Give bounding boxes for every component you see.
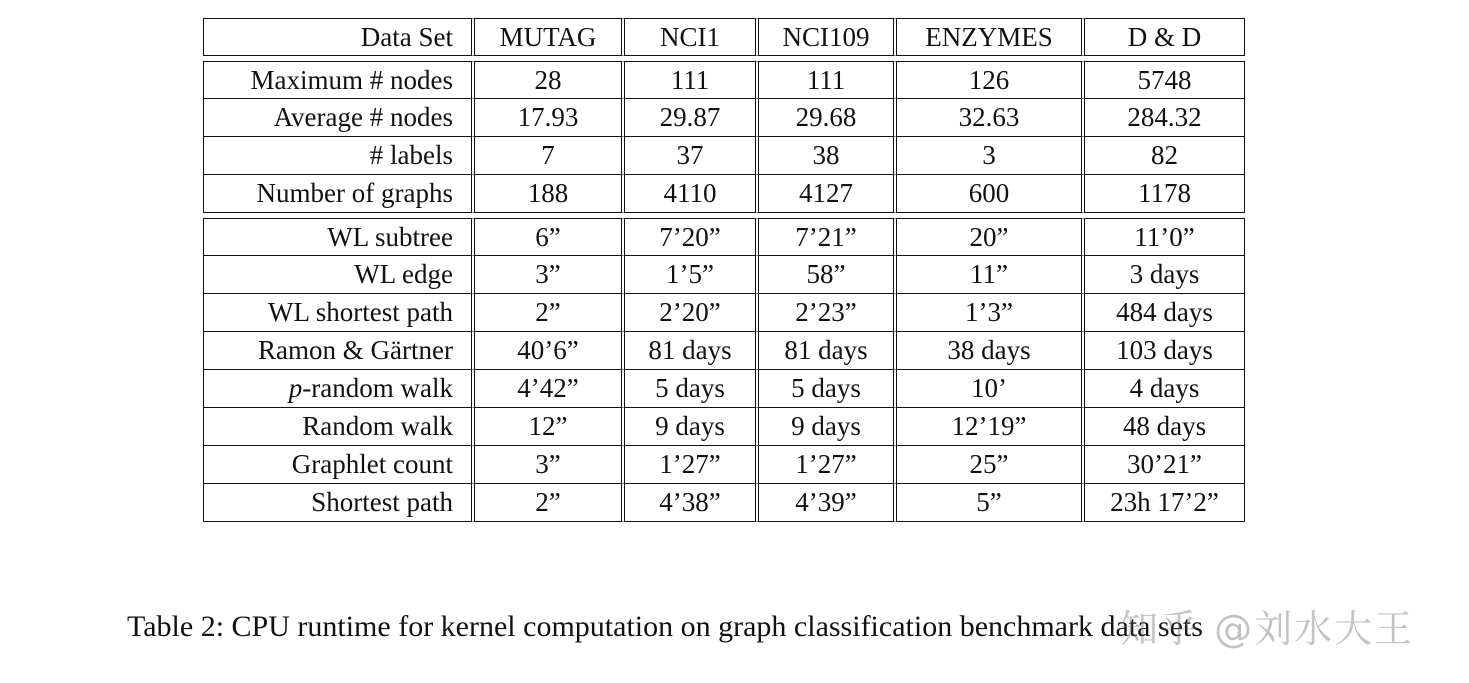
table-cell: 4’38” <box>621 484 755 522</box>
table-cell: 3 <box>893 137 1081 175</box>
table-cell: 126 <box>893 61 1081 99</box>
header-cell: NCI109 <box>755 18 893 56</box>
table-cell: 30’21” <box>1081 446 1245 484</box>
table-cell: 5 days <box>621 370 755 408</box>
table-cell: 1178 <box>1081 175 1245 213</box>
header-cell: ENZYMES <box>893 18 1081 56</box>
table-cell: 4127 <box>755 175 893 213</box>
row-label <box>203 370 471 408</box>
table-row <box>203 484 1245 522</box>
table-cell: 284.32 <box>1081 99 1245 137</box>
table-cell: 48 days <box>1081 408 1245 446</box>
header-row <box>203 18 1245 56</box>
table-cell: 29.87 <box>621 99 755 137</box>
table-cell: 5” <box>893 484 1081 522</box>
table-cell: 1’3” <box>893 294 1081 332</box>
row-label: WL shortest path <box>203 294 471 332</box>
table-cell: 5748 <box>1081 61 1245 99</box>
table-cell: 111 <box>755 61 893 99</box>
row-label: Average # nodes <box>203 99 471 137</box>
table-cell: 2” <box>471 484 621 522</box>
table-cell: 58” <box>755 256 893 294</box>
table-row <box>203 99 1245 137</box>
table-cell: 11’0” <box>1081 218 1245 256</box>
table-cell: 5 days <box>755 370 893 408</box>
table-cell: 25” <box>893 446 1081 484</box>
table-cell: 81 days <box>621 332 755 370</box>
table-caption: Table 2: CPU runtime for kernel computation on graph classification benchmark data sets <box>127 610 1203 643</box>
row-label: WL subtree <box>203 218 471 256</box>
table-row <box>203 408 1245 446</box>
table-cell: 188 <box>471 175 621 213</box>
table-cell: 7’20” <box>621 218 755 256</box>
header-cell: D & D <box>1081 18 1245 56</box>
table-cell: 28 <box>471 61 621 99</box>
table-cell: 11” <box>893 256 1081 294</box>
table-container <box>203 18 1245 522</box>
table-row <box>203 137 1245 175</box>
table-row <box>203 446 1245 484</box>
row-label: WL edge <box>203 256 471 294</box>
row-label: Number of graphs <box>203 175 471 213</box>
table-cell: 17.93 <box>471 99 621 137</box>
table-cell: 3” <box>471 256 621 294</box>
table-row <box>203 175 1245 213</box>
table-cell: 4’39” <box>755 484 893 522</box>
table-cell: 10’ <box>893 370 1081 408</box>
table-cell: 9 days <box>621 408 755 446</box>
header-cell: Data Set <box>203 18 471 56</box>
table-cell: 600 <box>893 175 1081 213</box>
table-cell: 38 days <box>893 332 1081 370</box>
table-cell: 3” <box>471 446 621 484</box>
table-cell: 82 <box>1081 137 1245 175</box>
table-cell: 4 days <box>1081 370 1245 408</box>
table-cell: 1’5” <box>621 256 755 294</box>
table-cell: 9 days <box>755 408 893 446</box>
table-cell: 38 <box>755 137 893 175</box>
row-label-rest: -random walk <box>302 373 453 403</box>
table-cell: 103 days <box>1081 332 1245 370</box>
table-row <box>203 61 1245 99</box>
runtime-table <box>203 18 1245 522</box>
table-cell: 484 days <box>1081 294 1245 332</box>
table-cell: 37 <box>621 137 755 175</box>
table-cell: 12” <box>471 408 621 446</box>
table-cell: 4110 <box>621 175 755 213</box>
table-cell: 40’6” <box>471 332 621 370</box>
table-row <box>203 218 1245 256</box>
table-cell: 2’23” <box>755 294 893 332</box>
table-cell: 2’20” <box>621 294 755 332</box>
row-label: Random walk <box>203 408 471 446</box>
header-cell: NCI1 <box>621 18 755 56</box>
table-cell: 2” <box>471 294 621 332</box>
table-cell: 7 <box>471 137 621 175</box>
table-cell: 7’21” <box>755 218 893 256</box>
table-cell: 1’27” <box>621 446 755 484</box>
table-cell: 1’27” <box>755 446 893 484</box>
table-cell: 3 days <box>1081 256 1245 294</box>
watermark: 知乎 @刘水大王 <box>1120 607 1415 651</box>
table-cell: 111 <box>621 61 755 99</box>
row-label-italic: p <box>288 373 303 403</box>
table-row <box>203 332 1245 370</box>
table-cell: 81 days <box>755 332 893 370</box>
table-cell: 12’19” <box>893 408 1081 446</box>
row-label: Ramon & Gärtner <box>203 332 471 370</box>
table-row <box>203 294 1245 332</box>
table-cell: 6” <box>471 218 621 256</box>
table-row <box>203 370 1245 408</box>
row-label: # labels <box>203 137 471 175</box>
row-label: Shortest path <box>203 484 471 522</box>
row-label: Maximum # nodes <box>203 61 471 99</box>
table-row <box>203 256 1245 294</box>
table-cell: 20” <box>893 218 1081 256</box>
table-cell: 4’42” <box>471 370 621 408</box>
table-cell: 23h 17’2” <box>1081 484 1245 522</box>
table-cell: 32.63 <box>893 99 1081 137</box>
row-label: Graphlet count <box>203 446 471 484</box>
table-cell: 29.68 <box>755 99 893 137</box>
header-cell: MUTAG <box>471 18 621 56</box>
